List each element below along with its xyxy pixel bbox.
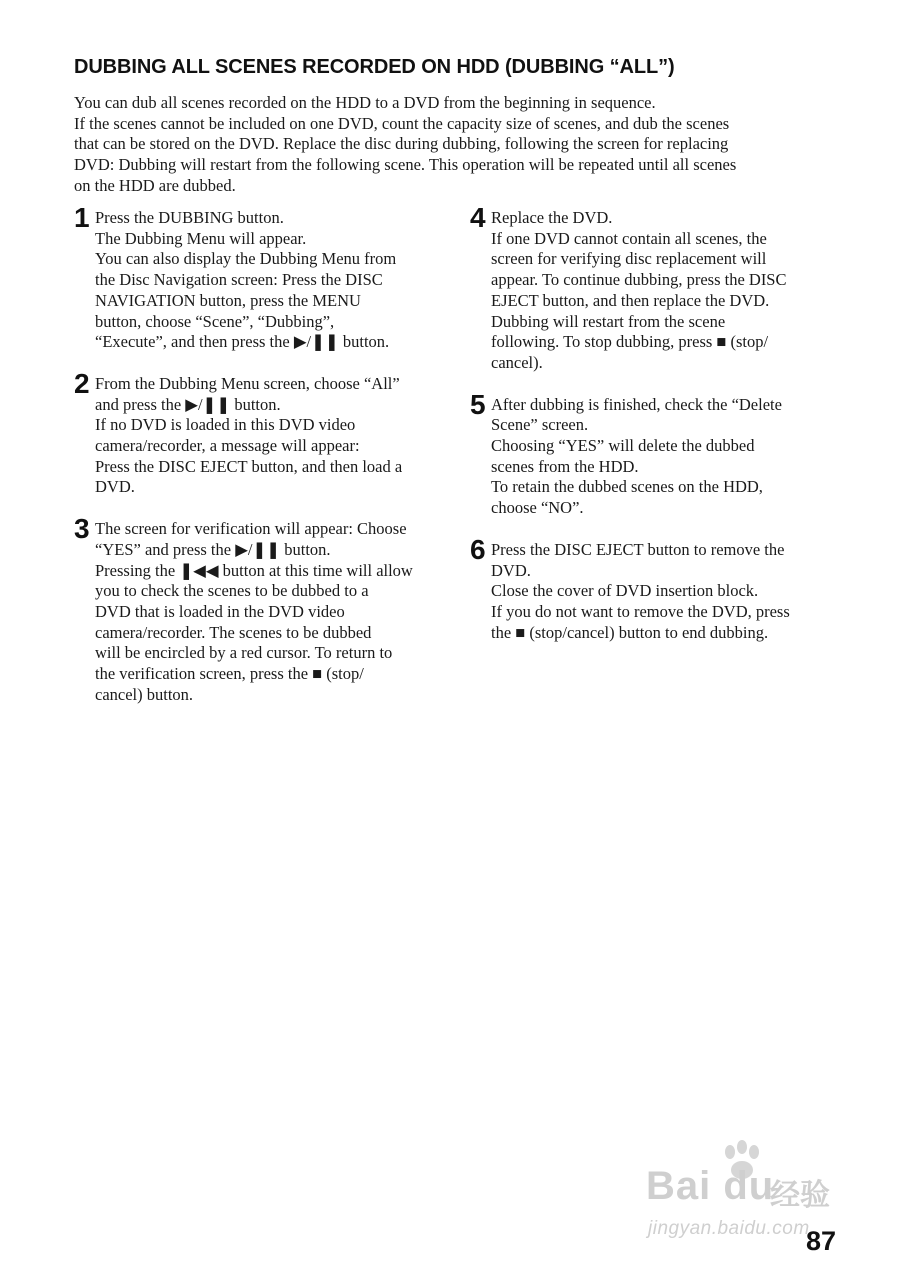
intro-line: on the HDD are dubbed. <box>74 175 236 195</box>
step-line: DVD. <box>95 477 135 497</box>
step-line: If no DVD is loaded in this DVD video <box>95 415 356 435</box>
step-5 <box>470 388 840 519</box>
step-line: Press the DISC EJECT button to remove the <box>491 539 785 559</box>
step-number: 5 <box>470 388 486 420</box>
step-line: The screen for verification will appear: Choose <box>95 519 407 539</box>
step-line: Choosing “YES” will delete the dubbed <box>491 436 755 456</box>
step-line: Press the DISC EJECT button, and then load a <box>95 456 403 476</box>
steps-column-left <box>74 202 449 705</box>
step-line: Press the DUBBING button. <box>95 208 284 227</box>
step-2 <box>74 367 449 498</box>
step-line: screen for verifying disc replacement will <box>491 249 767 269</box>
step-line: After dubbing is finished, check the “Delete <box>491 394 782 414</box>
step-line: “YES” and press the ▶/❚❚ button. <box>95 539 331 559</box>
step-number: 1 <box>74 202 90 233</box>
intro-line: If the scenes cannot be included on one DVD, count the capacity size of scenes, and dub the scenes <box>74 113 730 133</box>
page-number: 87 <box>806 1226 837 1256</box>
step-line: cancel) button. <box>95 684 194 704</box>
intro-line: that can be stored on the DVD. Replace the disc during dubbing, following the screen for replacing <box>74 134 729 154</box>
step-line: NAVIGATION button, press the MENU <box>95 290 361 310</box>
step-line: and press the ▶/❚❚ button. <box>95 394 281 414</box>
step-line: camera/recorder. The scenes to be dubbed <box>95 622 372 642</box>
step-number: 2 <box>74 367 90 399</box>
step-4 <box>470 202 840 374</box>
step-line: “Execute”, and then press the ▶/❚❚ button. <box>95 332 390 352</box>
step-line: Close the cover of DVD insertion block. <box>491 581 759 601</box>
step-line: DVD that is loaded in the DVD video <box>95 601 345 621</box>
step-line: cancel). <box>491 352 543 372</box>
step-line: DVD. <box>491 560 531 580</box>
step-line: EJECT button, and then replace the DVD. <box>491 290 770 310</box>
watermark-logo: Bai du <box>646 1164 775 1208</box>
step-line: the ■ (stop/cancel) button to end dubbing. <box>491 622 769 642</box>
step-line: Replace the DVD. <box>491 208 613 227</box>
step-line: You can also display the Dubbing Menu from <box>95 249 397 269</box>
watermark-url: jingyan.baidu.com <box>648 1218 810 1239</box>
watermark-cn: 经验 <box>770 1178 830 1213</box>
steps-column-right <box>470 202 840 643</box>
step-line: Scene” screen. <box>491 415 589 435</box>
step-line: the verification screen, press the ■ (stop/ <box>95 664 364 684</box>
step-number: 6 <box>470 533 486 565</box>
step-line: If you do not want to remove the DVD, press <box>491 601 790 621</box>
step-line: appear. To continue dubbing, press the DISC <box>491 270 787 290</box>
step-1 <box>74 202 449 353</box>
step-line: Pressing the ❚◀◀ button at this time will allow <box>95 560 413 580</box>
step-3 <box>74 513 449 705</box>
step-line: will be encircled by a red cursor. To return to <box>95 643 393 663</box>
step-line: camera/recorder, a message will appear: <box>95 436 360 456</box>
step-line: choose “NO”. <box>491 498 584 518</box>
step-line: If one DVD cannot contain all scenes, the <box>491 228 767 248</box>
intro-line: DVD: Dubbing will restart from the following scene. This operation will be repeated until all scenes <box>74 155 737 175</box>
step-line: the Disc Navigation screen: Press the DISC <box>95 270 383 290</box>
step-line: Dubbing will restart from the scene <box>491 311 726 331</box>
step-6 <box>470 533 840 644</box>
intro-line: You can dub all scenes recorded on the HDD to a DVD from the beginning in sequence. <box>74 93 656 112</box>
step-line: you to check the scenes to be dubbed to a <box>95 581 369 601</box>
step-number: 4 <box>470 202 486 233</box>
step-line: button, choose “Scene”, “Dubbing”, <box>95 311 335 331</box>
step-line: To retain the dubbed scenes on the HDD, <box>491 477 763 497</box>
section-title: DUBBING ALL SCENES RECORDED ON HDD (DUBBING “ALL”) <box>74 56 675 78</box>
step-line: scenes from the HDD. <box>491 456 639 476</box>
step-line: From the Dubbing Menu screen, choose “All” <box>95 373 400 393</box>
step-line: The Dubbing Menu will appear. <box>95 228 307 248</box>
step-line: following. To stop dubbing, press ■ (stop/ <box>491 332 769 352</box>
step-number: 3 <box>74 513 90 545</box>
intro-paragraph <box>74 93 844 197</box>
